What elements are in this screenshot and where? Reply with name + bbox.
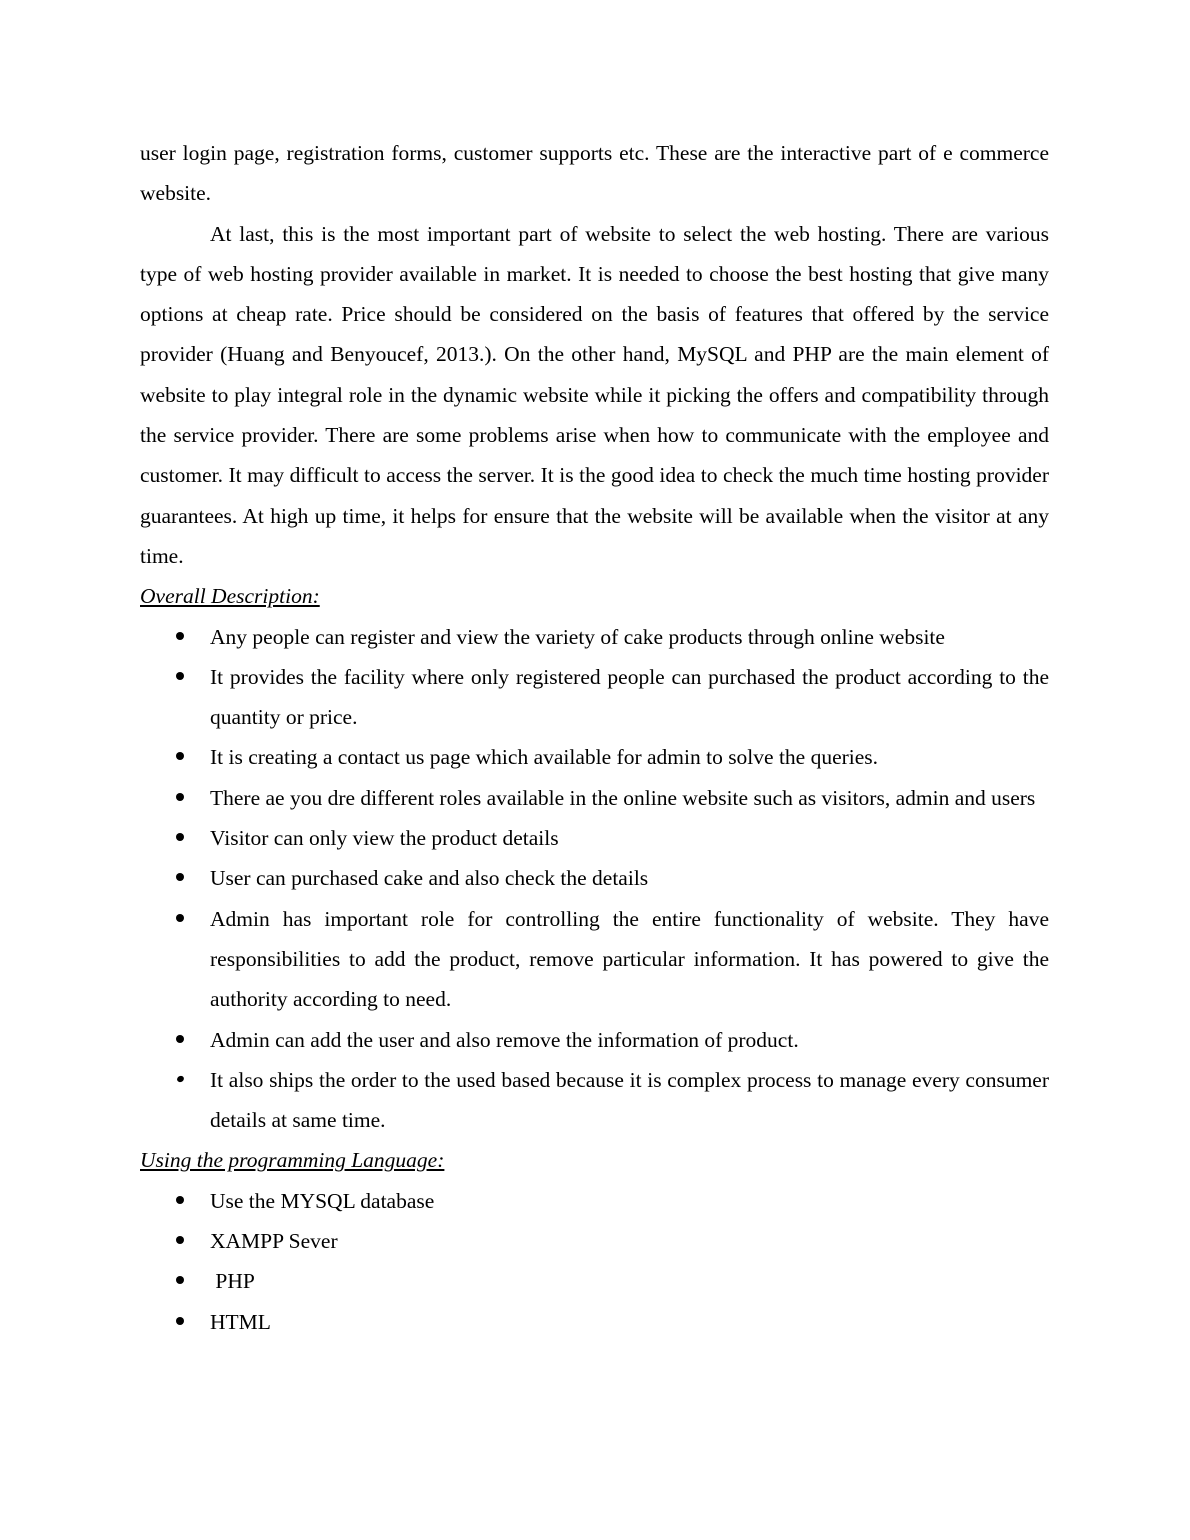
bullet-icon [176, 617, 185, 657]
list-item-text: There ae you dre different roles available in the online website such as visitors, admin and users [210, 785, 1036, 810]
list-item-text: PHP [210, 1269, 255, 1294]
list-item [140, 858, 1049, 898]
list-item [140, 1060, 1049, 1141]
bullet-icon [176, 657, 185, 697]
document-page [140, 133, 1049, 1342]
list-item [140, 657, 1049, 738]
list-item-text: Visitor can only view the product details [210, 826, 559, 851]
bullet-icon [176, 778, 185, 818]
list-item-text: It provides the facility where only registered people can purchased the product according to the quantity or price. [210, 664, 1049, 730]
list-item [140, 617, 1049, 657]
bullet-icon [176, 737, 185, 777]
bullet-icon [176, 1020, 185, 1060]
overall-description-list [140, 617, 1049, 1141]
bullet-icon [176, 899, 185, 939]
list-item-text: Admin can add the user and also remove the information of product. [210, 1027, 799, 1052]
list-item-text: Admin has important role for controlling the entire functionality of website. They have responsibilities to add the product, remove particular information. It has powered to give the authority according to need. [210, 906, 1049, 1012]
list-item-text: It is creating a contact us page which available for admin to solve the queries. [210, 745, 879, 770]
list-item [140, 1302, 1049, 1342]
section-heading-overall: Overall Description: [140, 584, 320, 609]
list-item [140, 818, 1049, 858]
list-item-text: XAMPP Sever [210, 1229, 338, 1254]
list-item [140, 778, 1049, 818]
list-item [140, 1221, 1049, 1261]
list-item [140, 1181, 1049, 1221]
list-item-text: HTML [210, 1309, 271, 1334]
section-heading-programming: Using the programming Language: [140, 1148, 445, 1173]
list-item-text: Any people can register and view the variety of cake products through online website [210, 624, 945, 649]
bullet-icon [176, 1261, 185, 1301]
list-item-text: Use the MYSQL database [210, 1188, 435, 1213]
list-item [140, 1020, 1049, 1060]
list-item [140, 737, 1049, 777]
bullet-icon [176, 1060, 185, 1100]
list-item [140, 1261, 1049, 1301]
bullet-icon [176, 818, 185, 858]
programming-language-list [140, 1181, 1049, 1342]
paragraph-hosting: At last, this is the most important part of website to select the web hosting. There are various type of web hosting provider available in market. It is needed to choose the best hosting that give many options at cheap rate. Price should be considered on the basis of features that offered by the service provider (Huang and Benyoucef, 2013.). On the other hand, MySQL and PHP are the main element of website to play integral role in the dynamic website while it picking the offers and compatibility through the service provider. There are some problems arise when how to communicate with the employee and customer. It may difficult to access the server. It is the good idea to check the much time hosting provider guarantees. At high up time, it helps for ensure that the website will be available when the visitor at any time. [140, 221, 1049, 568]
bullet-icon [176, 1302, 185, 1342]
paragraph-intro: user login page, registration forms, customer supports etc. These are the interactive part of e commerce website. [140, 141, 1049, 206]
list-item-text: It also ships the order to the used based because it is complex process to manage every consumer details at same time. [210, 1067, 1049, 1133]
list-item-text: User can purchased cake and also check the details [210, 866, 649, 891]
list-item [140, 899, 1049, 1020]
bullet-icon [176, 1181, 185, 1221]
bullet-icon [176, 1221, 185, 1261]
bullet-icon [176, 858, 185, 898]
